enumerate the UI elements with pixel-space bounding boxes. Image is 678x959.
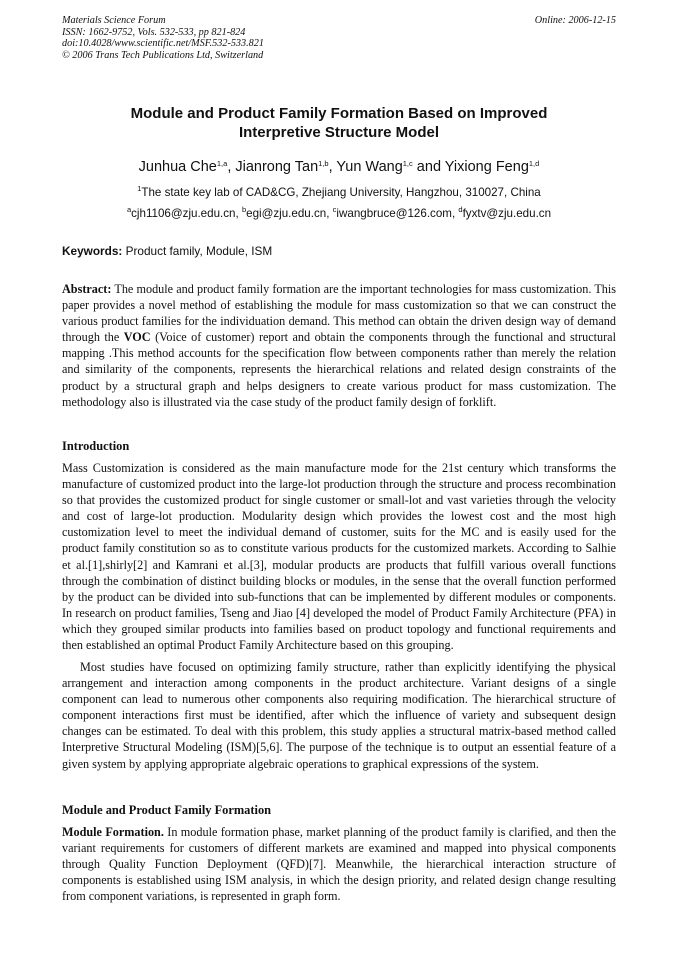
introduction-paragraph-2: Most studies have focused on optimizing family structure, rather than explicitly identifying the physical arrangement and interaction among components in the product architecture. Variant designs of a single component can lead to numerous other components also requiring modification. The hierarchical structure of component interactions first must be identified, after which the influence of variety and subsequent design changes can be estimated. To deal with this problem, this study applies a structural matrix-based method called Interpretive Structural Modeling (ISM)[5,6]. The purpose of the technique is to output an essential feature of a given system by applying appropriate algebraic operations to graphical expressions of the system.	[62, 660, 616, 771]
introduction-paragraph-1: Mass Customization is considered as the main manufacture mode for the 21st century which transforms the manufacture of customized product into the large-lot production through the structure and process recombination so that provides the customized product for single customer or small-lot and vast varieties through the velocity and cost of large-lot production. Modularity design which provides the lowest cost and the most high customization level to meet the individual demand of customer, suits for the MC and is easily used for the product family constitution so as to constitute various products for the customized markets. According to Salhie et al.[1],shirly[2] and Kamrani et al.[3], modular products are products that fulfill various overall functions through the combination of distinct building blocks or modules, in the sense that the overall function performed by the product can be divided into sub-functions that can be implemented by different modules or components. In research on product families, Tseng and Jiao [4] developed the model of Product Family Architecture (PFA) in which they grouped similar products into families based on product topology and functional requirements and then established an optimal Product Family Architecture based on this grouping.	[62, 461, 616, 653]
doi-line[interactable]: doi:10.4028/www.scientific.net/MSF.532-533.821	[62, 38, 264, 50]
abstract-voc: VOC	[123, 330, 151, 345]
email-address[interactable]: cjh1106@zju.edu.cn	[131, 207, 236, 220]
issn-line: ISSN: 1662-9752, Vols. 532-533, pp 821-824	[62, 26, 246, 38]
title-line-2: Interpretive Structure Model	[238, 124, 440, 141]
abstract	[62, 281, 616, 410]
keywords-text: Product family, Module, ISM	[122, 244, 273, 258]
email-mark: a	[126, 205, 132, 214]
author-name: Yixiong Feng	[444, 159, 529, 175]
author-affil-mark: 1,a	[216, 159, 228, 168]
affiliation-text: The state key lab of CAD&CG, Zhejiang University, Hangzhou, 310027, China	[141, 186, 541, 199]
email-mark: d	[458, 205, 463, 214]
affiliation-mark: 1	[137, 184, 142, 193]
author-affil-mark: 1,c	[402, 159, 413, 168]
author-separator: ,	[328, 159, 337, 175]
author-name: Junhua Che	[138, 159, 217, 175]
keywords	[62, 244, 616, 259]
author-list	[62, 158, 616, 176]
email-mark: c	[332, 205, 337, 214]
module-formation-text: In module formation phase, market planning of the product family is clarified, and then the variant requirements for customers of different markets are examined and mapped into physical components through Quality Function Deployment (QFD)[7]. Meanwhile, the hierarchical interaction structure of components is established using ISM analysis, in which the design priority, and related design change resulting from component variations, is represented in graph form.	[62, 825, 616, 904]
email-separator: ,	[235, 207, 242, 220]
author-affil-mark: 1,b	[318, 159, 329, 168]
author-name: Jianrong Tan	[235, 159, 319, 175]
email-separator: ,	[326, 207, 333, 220]
online-date: Online: 2006-12-15	[534, 15, 616, 26]
email-address[interactable]: iwangbruce@126.com	[336, 207, 452, 220]
author-separator: ,	[227, 159, 236, 175]
paper-title	[62, 104, 616, 142]
abstract-text: The module and product family formation are the important technologies for mass customization. This paper provides a novel method of establishing the module for mass customization so that we can construct the various product families for the individuation demand. This method can obtain the driven design way of demand through the	[62, 282, 616, 345]
module-section-heading: Module and Product Family Formation	[62, 803, 272, 817]
author-separator: and	[412, 159, 445, 175]
author-affil-mark: 1,d	[528, 159, 540, 168]
journal-name: Materials Science Forum	[62, 15, 166, 26]
introduction-heading: Introduction	[62, 439, 130, 453]
email-address[interactable]: fyxtv@zju.edu.cn	[462, 207, 552, 220]
module-formation-paragraph	[62, 824, 616, 904]
email-list	[62, 206, 616, 221]
running-header	[62, 15, 616, 61]
abstract-text: (Voice of customer) report and obtain the components through the functional and structural mapping .This method accounts for the specification flow between components rather than merely the relation and similarity of the components, represents the hierarchical relations and related design constraints of the product by a structural graph and helps designers to create various product for mass customization. The methodology also is illustrated via the case study of the product family design of forklift.	[62, 330, 616, 409]
affiliation	[62, 185, 616, 200]
copyright-line: © 2006 Trans Tech Publications Ltd, Switzerland	[62, 49, 264, 61]
keywords-label: Keywords:	[62, 244, 123, 258]
email-separator: ,	[451, 207, 459, 220]
abstract-label: Abstract:	[62, 282, 112, 296]
author-name: Yun Wang	[336, 159, 403, 175]
module-formation-label: Module Formation.	[62, 825, 164, 839]
email-mark: b	[241, 205, 247, 214]
title-line-1: Module and Product Family Formation Based on Improved	[130, 105, 548, 122]
email-address[interactable]: egi@zju.edu.cn	[246, 207, 327, 220]
